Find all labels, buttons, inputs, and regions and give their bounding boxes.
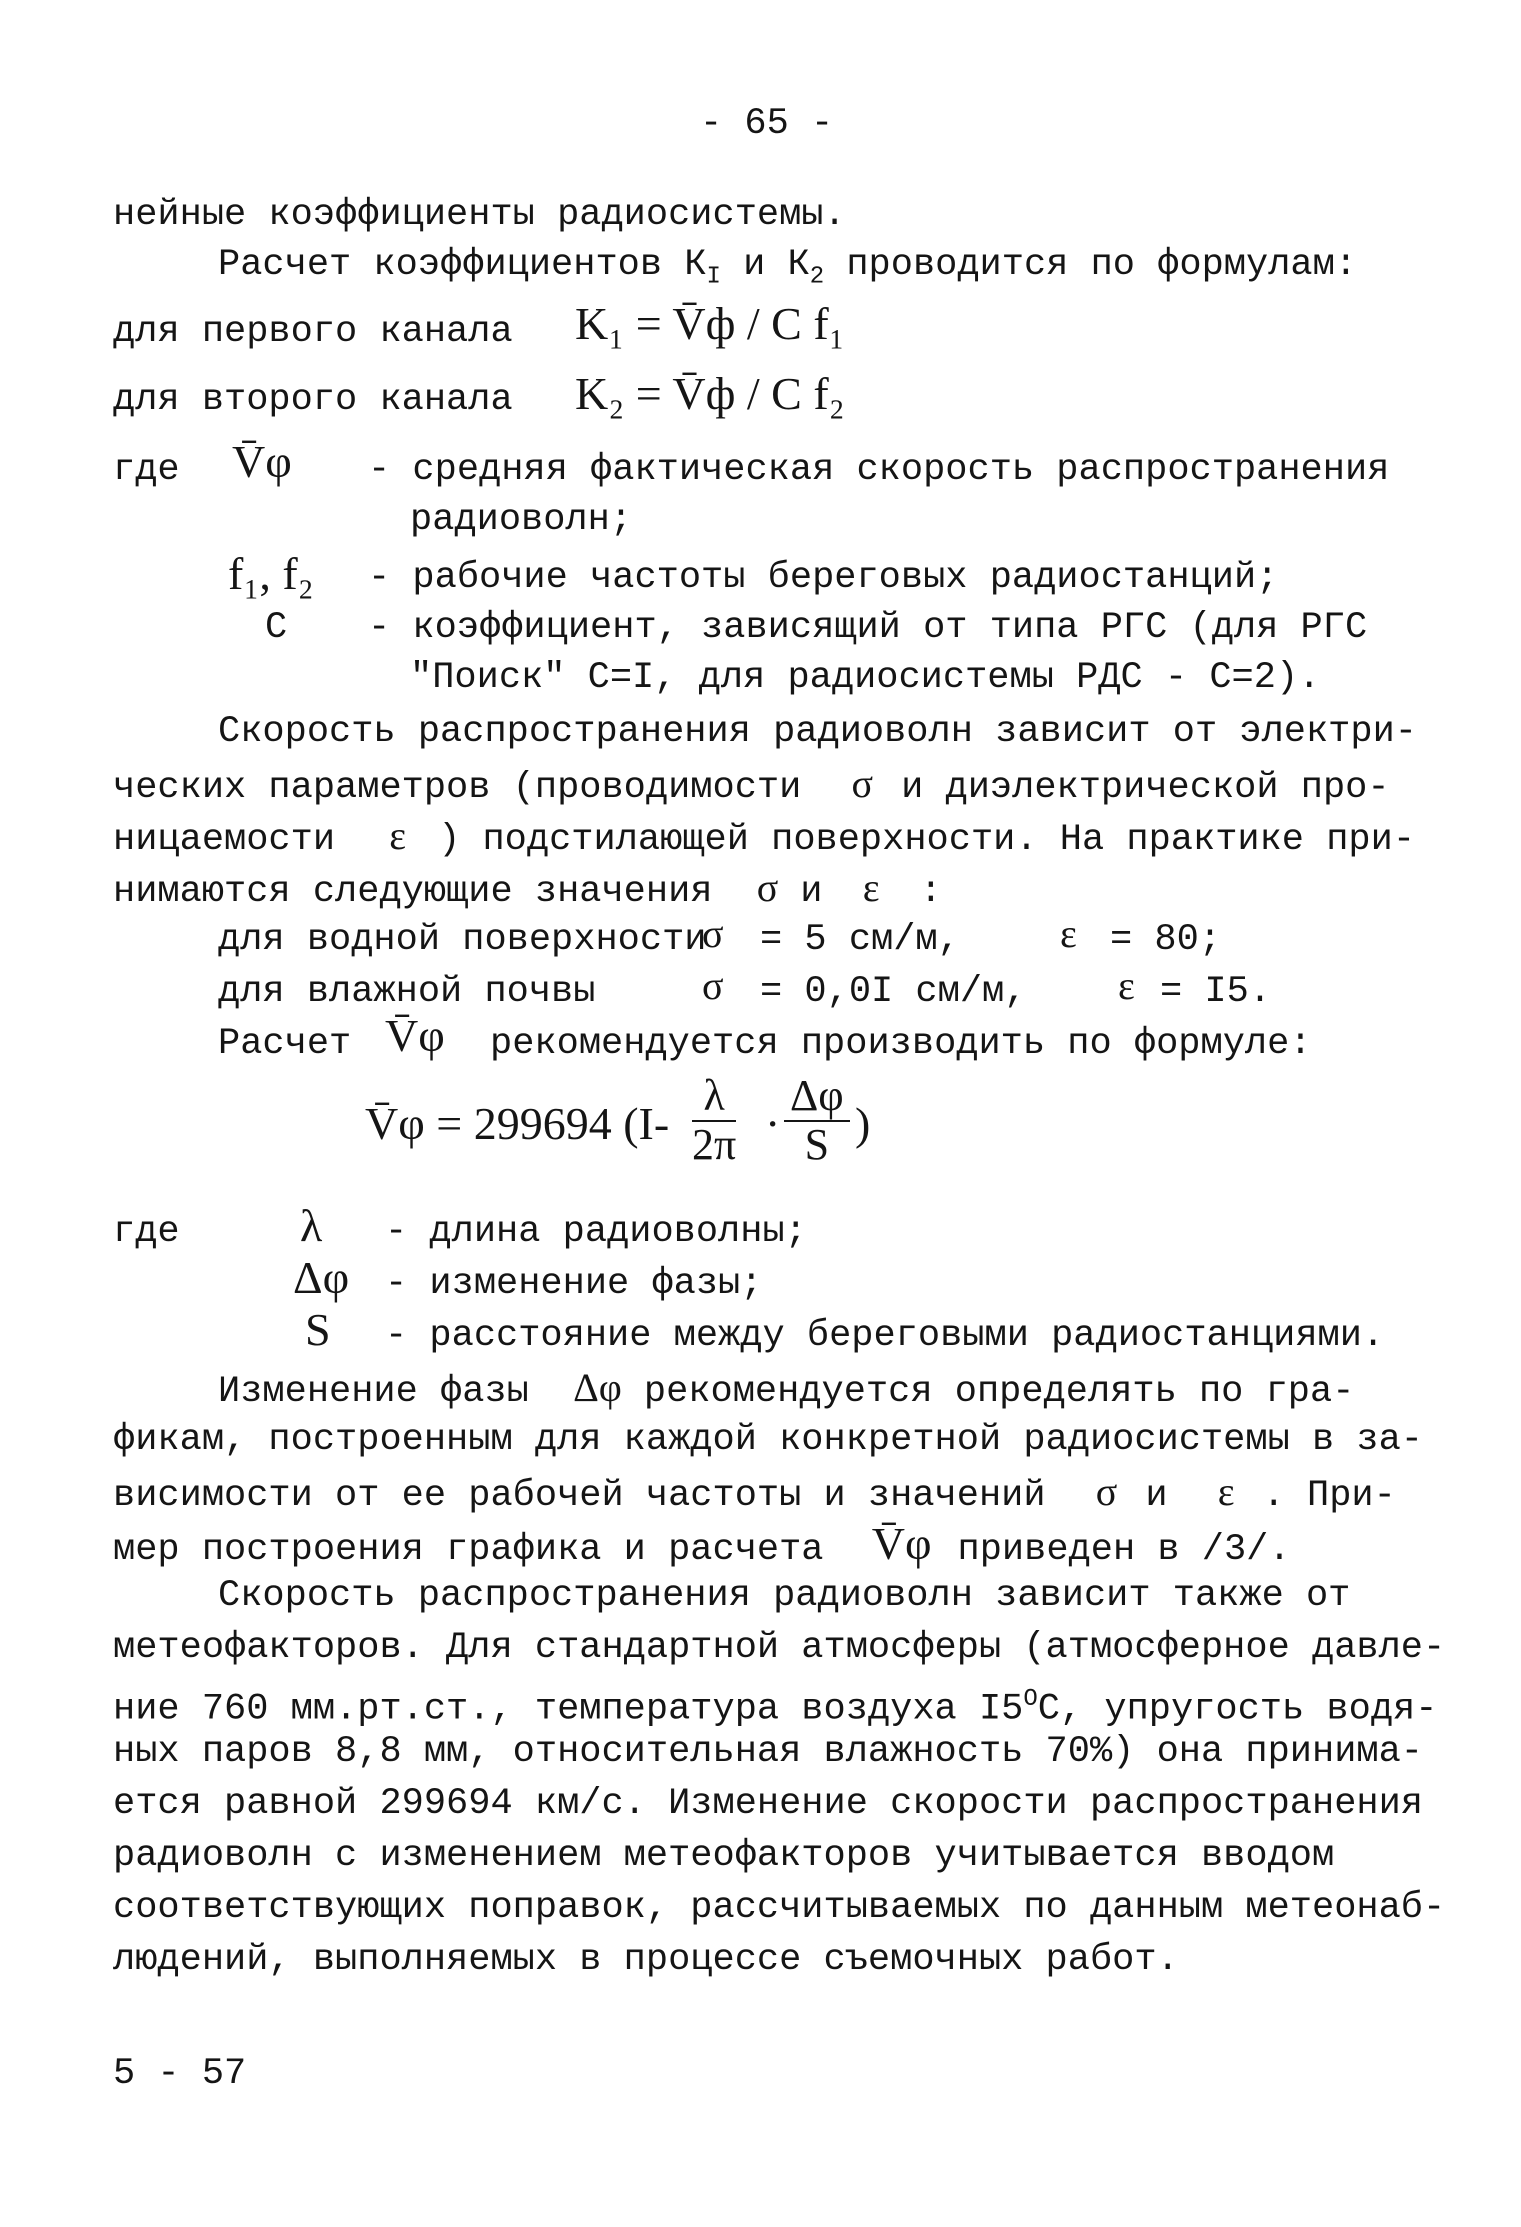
text-line: ческих параметров (проводимости σ и диэлектрической про- [113,761,1390,809]
soil-epsilon-value: = I5. [1160,971,1272,1013]
channel-1-label: для первого канала [113,311,513,353]
symbol-lambda: λ [300,1200,323,1251]
text-line: мер построения графика и расчета V̄φ приведен в /3/. [113,1518,1291,1571]
text-line: ется равной 299694 км/с. Изменение скорости распространения [113,1783,1424,1825]
fraction-dphi-s: $\frac{\Delta\varphi}{S}$ [784,1072,850,1168]
text-line: радиоволн с изменением метеофакторов учитывается вводом [113,1835,1335,1877]
symbol-f1-f2: f₁, f₂ [228,548,314,599]
formula-lhs: V̄φ = 299694 (I- [365,1098,670,1149]
symbol-c: C [265,607,288,649]
water-label: для водной поверхности [218,919,707,961]
formula-k2: K₂ = V̄ф / C f₂ [575,368,845,419]
text-line: ницаемости ε ) подстилающей поверхности. На практике при- [113,813,1416,861]
definition-text: "Поиск" С=I, для радиосистемы РДС - С=2). [410,657,1321,699]
sheet-mark: 5 - 57 [113,2053,247,2095]
sigma-symbol: σ [702,963,724,1008]
where-label: где [113,1211,180,1253]
symbol-delta-phi: Δφ [293,1252,350,1303]
symbol-v-phi: V̄φ [232,436,292,487]
definition-text: - коэффициент, зависящий от типа РГС (для РГС [368,607,1368,649]
definition-text: - рабочие частоты береговых радиостанций; [368,557,1279,599]
text-line: Расчет коэффициентов $К_I$ и $К_2$ проводится по формулам: [218,244,1358,291]
page-number: - 65 - [700,103,834,145]
text-line: ние 760 мм.рт.ст., температура воздуха $I5^OС$, упругость водя- [113,1686,1438,1731]
text-line: Скорость распространения радиоволн зависит от электри- [218,711,1417,753]
symbol-s: S [305,1304,331,1355]
sigma-symbol: σ [702,911,724,956]
definition-text: - расстояние между береговыми радиостанциями. [385,1315,1385,1357]
text-line: Изменение фазы Δφ рекомендуется определять по гра- [218,1365,1355,1413]
definition-text: - средняя фактическая скорость распространения [368,449,1390,491]
text-line: нимаются следующие значения σ и ε : [113,865,942,913]
text-line: ных паров 8,8 мм, относительная влажность 70%) она принима- [113,1731,1424,1773]
definition-text: радиоволн; [410,499,633,541]
symbol-v-phi: V̄φ [385,1010,445,1061]
text-line: висимости от ее рабочей частоты и значений σ и ε . При- [113,1469,1396,1517]
text-line: нейные коэффициенты радиосистемы. [113,194,846,236]
soil-sigma-value: = 0,0I см/м, [760,971,1027,1013]
text-line: соответствующих поправок, рассчитываемых по данным метеонаб- [113,1887,1446,1929]
text-line: Скорость распространения радиоволн зависит также от [218,1575,1351,1617]
fraction-lambda-2pi: $\frac{\lambda}{2\pi}$ [692,1071,737,1169]
formula-close: ) [855,1098,871,1149]
channel-2-label: для второго канала [113,379,513,421]
text-line: Расчет [218,1023,352,1065]
where-label: где [113,449,180,491]
definition-text: - изменение фазы; [385,1263,763,1305]
epsilon-symbol: ε [1118,963,1135,1008]
text-line: людений, выполняемых в процессе съемочных работ. [113,1939,1179,1981]
formula-dot: · [765,1098,781,1149]
text-line: рекомендуется производить по формуле: [490,1023,1312,1065]
text-line: фикам, построенным для каждой конкретной радиосистемы в за- [113,1419,1424,1461]
water-sigma-value: = 5 см/м, [760,919,960,961]
water-epsilon-value: = 80; [1110,919,1222,961]
text-line: метеофакторов. Для стандартной атмосферы (атмосферное давле- [113,1627,1446,1669]
definition-text: - длина радиоволны; [385,1211,807,1253]
soil-label: для влажной почвы [218,971,596,1013]
formula-k1: K₁ = V̄ф / C f₁ [575,298,845,349]
epsilon-symbol: ε [1060,911,1077,956]
